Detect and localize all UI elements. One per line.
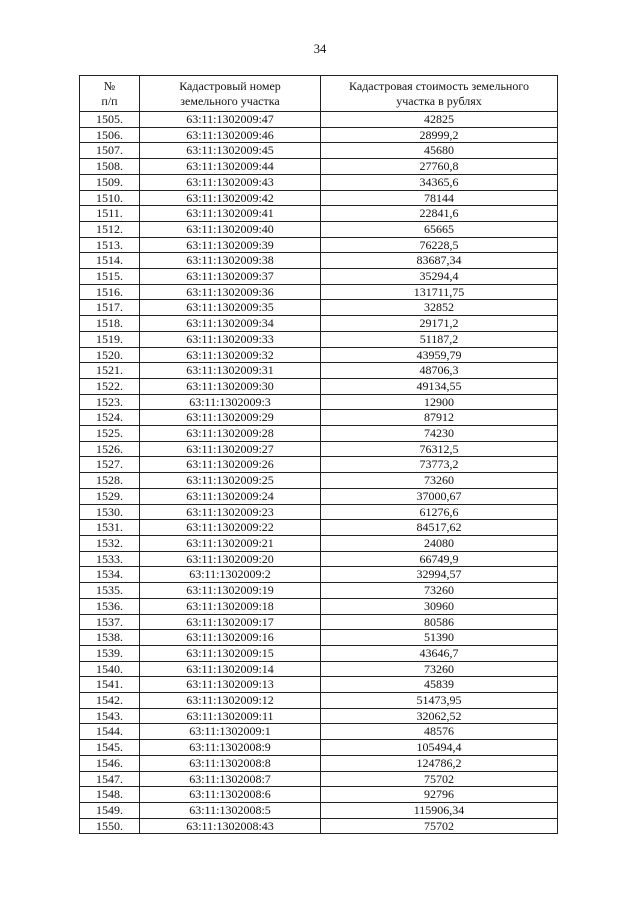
row-number-cell: 1536. — [80, 598, 140, 614]
cadastral-number-cell: 63:11:1302009:19 — [140, 583, 321, 599]
cadastral-value-cell: 43959,79 — [321, 347, 558, 363]
row-number-cell: 1507. — [80, 143, 140, 159]
row-number-cell: 1509. — [80, 174, 140, 190]
row-number-cell: 1515. — [80, 269, 140, 285]
table-row — [80, 159, 558, 175]
row-number-cell: 1528. — [80, 473, 140, 489]
table-row — [80, 693, 558, 709]
cadastral-number-cell: 63:11:1302009:41 — [140, 206, 321, 222]
cadastral-value-cell: 32852 — [321, 300, 558, 316]
cadastral-value-cell: 37000,67 — [321, 488, 558, 504]
row-number-cell: 1550. — [80, 818, 140, 834]
table-row — [80, 771, 558, 787]
cadastral-number-cell: 63:11:1302009:32 — [140, 347, 321, 363]
cadastral-number-cell: 63:11:1302009:34 — [140, 316, 321, 332]
cadastral-number-cell: 63:11:1302009:16 — [140, 630, 321, 646]
table-row — [80, 661, 558, 677]
cadastral-number-cell: 63:11:1302009:38 — [140, 253, 321, 269]
cadastral-number-cell: 63:11:1302009:39 — [140, 237, 321, 253]
cadastral-number-cell: 63:11:1302009:21 — [140, 535, 321, 551]
cadastral-number-cell: 63:11:1302009:25 — [140, 473, 321, 489]
cadastral-number-cell: 63:11:1302009:30 — [140, 378, 321, 394]
row-number-cell: 1532. — [80, 535, 140, 551]
cadastral-value-cell: 24080 — [321, 535, 558, 551]
table-header-row — [80, 76, 558, 112]
row-number-cell: 1514. — [80, 253, 140, 269]
cadastral-number-cell: 63:11:1302009:12 — [140, 693, 321, 709]
table-row — [80, 284, 558, 300]
row-number-cell: 1549. — [80, 802, 140, 818]
table-row — [80, 740, 558, 756]
row-number-cell: 1518. — [80, 316, 140, 332]
cadastral-number-cell: 63:11:1302008:43 — [140, 818, 321, 834]
table-row — [80, 645, 558, 661]
table-row — [80, 410, 558, 426]
cadastral-value-cell: 87912 — [321, 410, 558, 426]
row-number-cell: 1521. — [80, 363, 140, 379]
cadastral-value-cell: 73260 — [321, 473, 558, 489]
cadastral-value-cell: 48576 — [321, 724, 558, 740]
row-number-cell: 1525. — [80, 426, 140, 442]
cadastral-number-cell: 63:11:1302009:42 — [140, 190, 321, 206]
table-row — [80, 127, 558, 143]
cadastral-number-cell: 63:11:1302009:17 — [140, 614, 321, 630]
cadastral-number-cell: 63:11:1302009:44 — [140, 159, 321, 175]
cadastral-number-cell: 63:11:1302009:43 — [140, 174, 321, 190]
table-row — [80, 347, 558, 363]
cadastral-number-cell: 63:11:1302009:1 — [140, 724, 321, 740]
cadastral-number-cell: 63:11:1302009:13 — [140, 677, 321, 693]
table-row — [80, 520, 558, 536]
cadastral-number-cell: 63:11:1302009:24 — [140, 488, 321, 504]
table-row — [80, 504, 558, 520]
row-number-cell: 1508. — [80, 159, 140, 175]
row-number-cell: 1535. — [80, 583, 140, 599]
cadastral-number-cell: 63:11:1302009:18 — [140, 598, 321, 614]
table-row — [80, 630, 558, 646]
table-row — [80, 253, 558, 269]
row-number-cell: 1519. — [80, 331, 140, 347]
row-number-cell: 1530. — [80, 504, 140, 520]
row-number-cell: 1511. — [80, 206, 140, 222]
cadastral-number-cell: 63:11:1302009:20 — [140, 551, 321, 567]
cadastral-value-cell: 75702 — [321, 818, 558, 834]
row-number-cell: 1542. — [80, 693, 140, 709]
cadastral-number-cell: 63:11:1302009:28 — [140, 426, 321, 442]
cadastral-value-cell: 28999,2 — [321, 127, 558, 143]
table-row — [80, 457, 558, 473]
table-row — [80, 221, 558, 237]
row-number-cell: 1548. — [80, 787, 140, 803]
table-row — [80, 598, 558, 614]
table-row — [80, 237, 558, 253]
cadastral-number-cell: 63:11:1302009:26 — [140, 457, 321, 473]
row-number-cell: 1516. — [80, 284, 140, 300]
cadastral-value-cell: 124786,2 — [321, 755, 558, 771]
cadastral-value-cell: 43646,7 — [321, 645, 558, 661]
cadastral-value-cell: 73260 — [321, 583, 558, 599]
row-number-cell: 1522. — [80, 378, 140, 394]
cadastral-value-cell: 45839 — [321, 677, 558, 693]
cadastral-value-cell: 48706,3 — [321, 363, 558, 379]
table-row — [80, 426, 558, 442]
table-row — [80, 394, 558, 410]
row-number-cell: 1520. — [80, 347, 140, 363]
table-row — [80, 818, 558, 834]
cadastral-number-cell: 63:11:1302009:2 — [140, 567, 321, 583]
cadastral-value-cell: 73773,2 — [321, 457, 558, 473]
cadastral-value-table — [79, 75, 558, 834]
cadastral-number-cell: 63:11:1302009:23 — [140, 504, 321, 520]
cadastral-value-cell: 27760,8 — [321, 159, 558, 175]
cadastral-number-cell: 63:11:1302009:35 — [140, 300, 321, 316]
row-number-cell: 1543. — [80, 708, 140, 724]
cadastral-value-cell: 42825 — [321, 112, 558, 128]
cadastral-value-cell: 51473,95 — [321, 693, 558, 709]
table-row — [80, 708, 558, 724]
cadastral-value-cell: 76228,5 — [321, 237, 558, 253]
row-number-cell: 1527. — [80, 457, 140, 473]
table-row — [80, 174, 558, 190]
table-row — [80, 583, 558, 599]
cadastral-number-cell: 63:11:1302009:14 — [140, 661, 321, 677]
cadastral-value-cell: 32994,57 — [321, 567, 558, 583]
cadastral-number-cell: 63:11:1302009:33 — [140, 331, 321, 347]
page-number: 34 — [313, 42, 327, 56]
table-row — [80, 143, 558, 159]
table-row — [80, 755, 558, 771]
row-number-cell: 1510. — [80, 190, 140, 206]
table-row — [80, 441, 558, 457]
cadastral-value-cell: 105494,4 — [321, 740, 558, 756]
table-row — [80, 787, 558, 803]
cadastral-value-cell: 84517,62 — [321, 520, 558, 536]
cadastral-value-cell: 34365,6 — [321, 174, 558, 190]
row-number-cell: 1544. — [80, 724, 140, 740]
table-row — [80, 473, 558, 489]
row-number-cell: 1513. — [80, 237, 140, 253]
cadastral-value-cell: 74230 — [321, 426, 558, 442]
cadastral-number-cell: 63:11:1302009:15 — [140, 645, 321, 661]
row-number-cell: 1534. — [80, 567, 140, 583]
row-number-cell: 1545. — [80, 740, 140, 756]
row-number-cell: 1524. — [80, 410, 140, 426]
row-number-cell: 1546. — [80, 755, 140, 771]
table-row — [80, 488, 558, 504]
table-row — [80, 269, 558, 285]
cadastral-value-cell: 35294,4 — [321, 269, 558, 285]
cadastral-number-cell: 63:11:1302008:5 — [140, 802, 321, 818]
cadastral-value-cell: 78144 — [321, 190, 558, 206]
cadastral-value-cell: 75702 — [321, 771, 558, 787]
header-cadastral-value: Кадастровая стоимость земельного участка в рублях — [321, 76, 558, 112]
table-row — [80, 535, 558, 551]
cadastral-number-cell: 63:11:1302009:29 — [140, 410, 321, 426]
row-number-cell: 1529. — [80, 488, 140, 504]
cadastral-value-cell: 49134,55 — [321, 378, 558, 394]
cadastral-value-cell: 30960 — [321, 598, 558, 614]
cadastral-value-cell: 12900 — [321, 394, 558, 410]
table-row — [80, 551, 558, 567]
row-number-cell: 1512. — [80, 221, 140, 237]
cadastral-value-cell: 65665 — [321, 221, 558, 237]
cadastral-number-cell: 63:11:1302009:46 — [140, 127, 321, 143]
table-row — [80, 331, 558, 347]
cadastral-value-cell: 51187,2 — [321, 331, 558, 347]
table-row — [80, 300, 558, 316]
cadastral-number-cell: 63:11:1302009:36 — [140, 284, 321, 300]
cadastral-number-cell: 63:11:1302008:8 — [140, 755, 321, 771]
row-number-cell: 1541. — [80, 677, 140, 693]
table-row — [80, 567, 558, 583]
table-row — [80, 677, 558, 693]
cadastral-number-cell: 63:11:1302009:22 — [140, 520, 321, 536]
cadastral-value-cell: 115906,34 — [321, 802, 558, 818]
row-number-cell: 1547. — [80, 771, 140, 787]
cadastral-value-cell: 73260 — [321, 661, 558, 677]
row-number-cell: 1506. — [80, 127, 140, 143]
cadastral-value-cell: 45680 — [321, 143, 558, 159]
header-cadastral-number: Кадастровый номер земельного участка — [140, 76, 321, 112]
table-row — [80, 316, 558, 332]
table-row — [80, 190, 558, 206]
cadastral-number-cell: 63:11:1302008:9 — [140, 740, 321, 756]
cadastral-number-cell: 63:11:1302009:45 — [140, 143, 321, 159]
cadastral-value-cell: 83687,34 — [321, 253, 558, 269]
cadastral-number-cell: 63:11:1302009:31 — [140, 363, 321, 379]
row-number-cell: 1523. — [80, 394, 140, 410]
cadastral-value-cell: 29171,2 — [321, 316, 558, 332]
cadastral-value-cell: 92796 — [321, 787, 558, 803]
row-number-cell: 1539. — [80, 645, 140, 661]
cadastral-value-cell: 131711,75 — [321, 284, 558, 300]
cadastral-number-cell: 63:11:1302009:27 — [140, 441, 321, 457]
cadastral-number-cell: 63:11:1302009:11 — [140, 708, 321, 724]
cadastral-value-cell: 61276,6 — [321, 504, 558, 520]
table-row — [80, 378, 558, 394]
cadastral-number-cell: 63:11:1302008:7 — [140, 771, 321, 787]
table-row — [80, 724, 558, 740]
table-row — [80, 802, 558, 818]
row-number-cell: 1517. — [80, 300, 140, 316]
cadastral-number-cell: 63:11:1302009:40 — [140, 221, 321, 237]
cadastral-value-cell: 32062,52 — [321, 708, 558, 724]
cadastral-number-cell: 63:11:1302009:47 — [140, 112, 321, 128]
header-row-number: № п/п — [80, 76, 140, 112]
row-number-cell: 1526. — [80, 441, 140, 457]
row-number-cell: 1533. — [80, 551, 140, 567]
cadastral-number-cell: 63:11:1302009:37 — [140, 269, 321, 285]
row-number-cell: 1505. — [80, 112, 140, 128]
table-row — [80, 614, 558, 630]
table-row — [80, 206, 558, 222]
table-row — [80, 112, 558, 128]
cadastral-value-cell: 66749,9 — [321, 551, 558, 567]
cadastral-number-cell: 63:11:1302008:6 — [140, 787, 321, 803]
row-number-cell: 1537. — [80, 614, 140, 630]
row-number-cell: 1538. — [80, 630, 140, 646]
row-number-cell: 1540. — [80, 661, 140, 677]
table-row — [80, 363, 558, 379]
cadastral-value-cell: 80586 — [321, 614, 558, 630]
cadastral-value-cell: 22841,6 — [321, 206, 558, 222]
cadastral-value-cell: 76312,5 — [321, 441, 558, 457]
cadastral-number-cell: 63:11:1302009:3 — [140, 394, 321, 410]
cadastral-value-cell: 51390 — [321, 630, 558, 646]
row-number-cell: 1531. — [80, 520, 140, 536]
